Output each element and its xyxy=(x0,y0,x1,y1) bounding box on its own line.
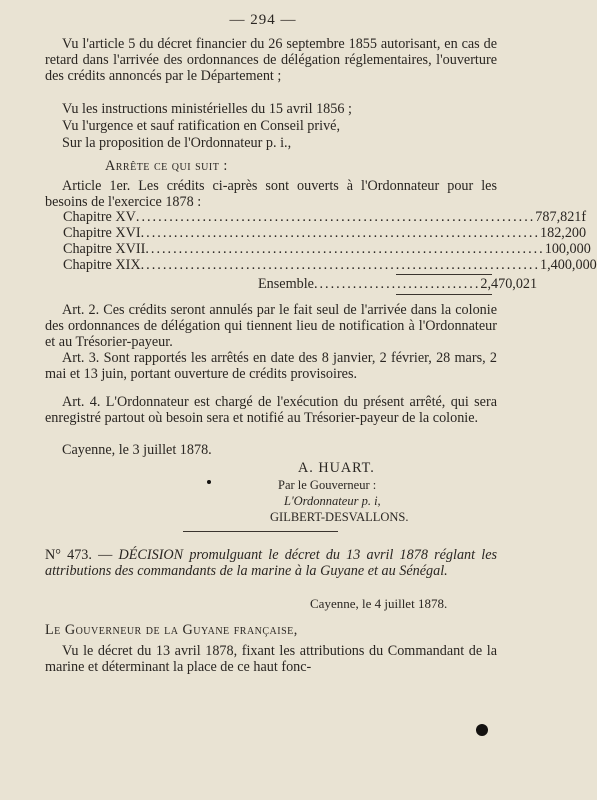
leader-dots: ........................................................................ xyxy=(135,209,536,225)
signature-date: Cayenne, le 3 juillet 1878. xyxy=(62,442,212,458)
decision-title-word: DÉCISION xyxy=(118,547,184,563)
leader-dots: .............................. xyxy=(313,276,481,292)
decision-heading xyxy=(45,547,497,579)
paragraph-urgence: Vu l'urgence et sauf ratification en Conseil privé, xyxy=(62,118,341,134)
total-row xyxy=(258,276,538,292)
article-3: Art. 3. Sont rapportés les arrêtés en date des 8 janvier, 2 février, 28 mars, 2 mai et 13 juin, portant ouverture de crédits provisoires. xyxy=(45,350,497,382)
paragraph-instructions: Vu les instructions ministérielles du 15 avril 1856 ; xyxy=(62,101,352,117)
credit-amount: 1,400,000 xyxy=(540,257,597,273)
total-rule-bottom xyxy=(396,294,492,295)
credit-row xyxy=(63,225,587,241)
signature-par-le: Par le Gouverneur : xyxy=(278,478,377,492)
credit-row xyxy=(63,241,591,257)
arrete-heading: Arrête ce qui suit : xyxy=(105,158,228,174)
credit-row xyxy=(63,257,597,273)
signature-signer: GILBERT-DESVALLONS. xyxy=(270,510,409,524)
paragraph-proposition: Sur la proposition de l'Ordonnateur p. i., xyxy=(62,135,292,151)
decision-body: Vu le décret du 13 avril 1878, fixant les attributions du Commandant de la marine et déterminant la place de ce haut fonc- xyxy=(45,643,497,675)
decision-governor: Le Gouverneur de la Guyane française, xyxy=(45,622,298,638)
credit-amount: 100,000 xyxy=(544,241,591,257)
decision-title: promulguant le décret du 13 avril 1878 réglant les attributions des commandants de la marine à la Guyane et au Sénégal. xyxy=(45,547,498,579)
total-rule xyxy=(396,274,492,275)
credits-total xyxy=(258,276,538,292)
credit-label: Chapitre XVII xyxy=(63,241,146,257)
article-2: Art. 2. Ces crédits seront annulés par le fait seul de l'arrivée dans la colonie des ordonnances de délégation qui tiennent lieu de notification à l'Ordonnateur et au Trésorier-payeur. xyxy=(45,302,497,350)
credit-label: Chapitre XVI xyxy=(63,225,141,241)
credit-amount: 182,200 xyxy=(540,225,587,241)
total-label: Ensemble xyxy=(258,276,314,292)
signature-name: A. HUART. xyxy=(298,460,375,476)
decision-number: N° 473. — xyxy=(45,547,113,563)
credit-label: Chapitre XIX xyxy=(63,257,141,273)
page-number: — 294 — xyxy=(229,12,297,28)
signature-role: L'Ordonnateur p. i, xyxy=(284,494,381,508)
leader-dots: ........................................................................ xyxy=(140,225,540,241)
leader-dots: ........................................................................ xyxy=(145,241,545,257)
ink-speck xyxy=(207,480,211,484)
decision-date: Cayenne, le 4 juillet 1878. xyxy=(310,596,448,611)
section-divider xyxy=(183,531,338,532)
credit-row xyxy=(63,209,587,225)
paragraph-article5: Vu l'article 5 du décret financier du 26 septembre 1855 autorisant, en cas de retard dans l'arrivée des ordonnances de délégation réglementaires, l'ouverture des crédits annoncés par le Département ; xyxy=(45,36,497,84)
credits-table xyxy=(63,209,597,273)
credit-label: Chapitre XV xyxy=(63,209,136,225)
ink-blot xyxy=(476,724,488,736)
article-1: Article 1er. Les crédits ci-après sont ouverts à l'Ordonnateur pour les besoins de l'exercice 1878 : xyxy=(45,178,497,210)
credit-amount: 787,821f xyxy=(535,209,587,225)
total-amount: 2,470,021 xyxy=(480,276,538,292)
leader-dots: ........................................................................ xyxy=(140,257,540,273)
article-4: Art. 4. L'Ordonnateur est chargé de l'exécution du présent arrêté, qui sera enregistré partout où besoin sera et notifié au Trésorier-payeur de la colonie. xyxy=(45,394,497,426)
